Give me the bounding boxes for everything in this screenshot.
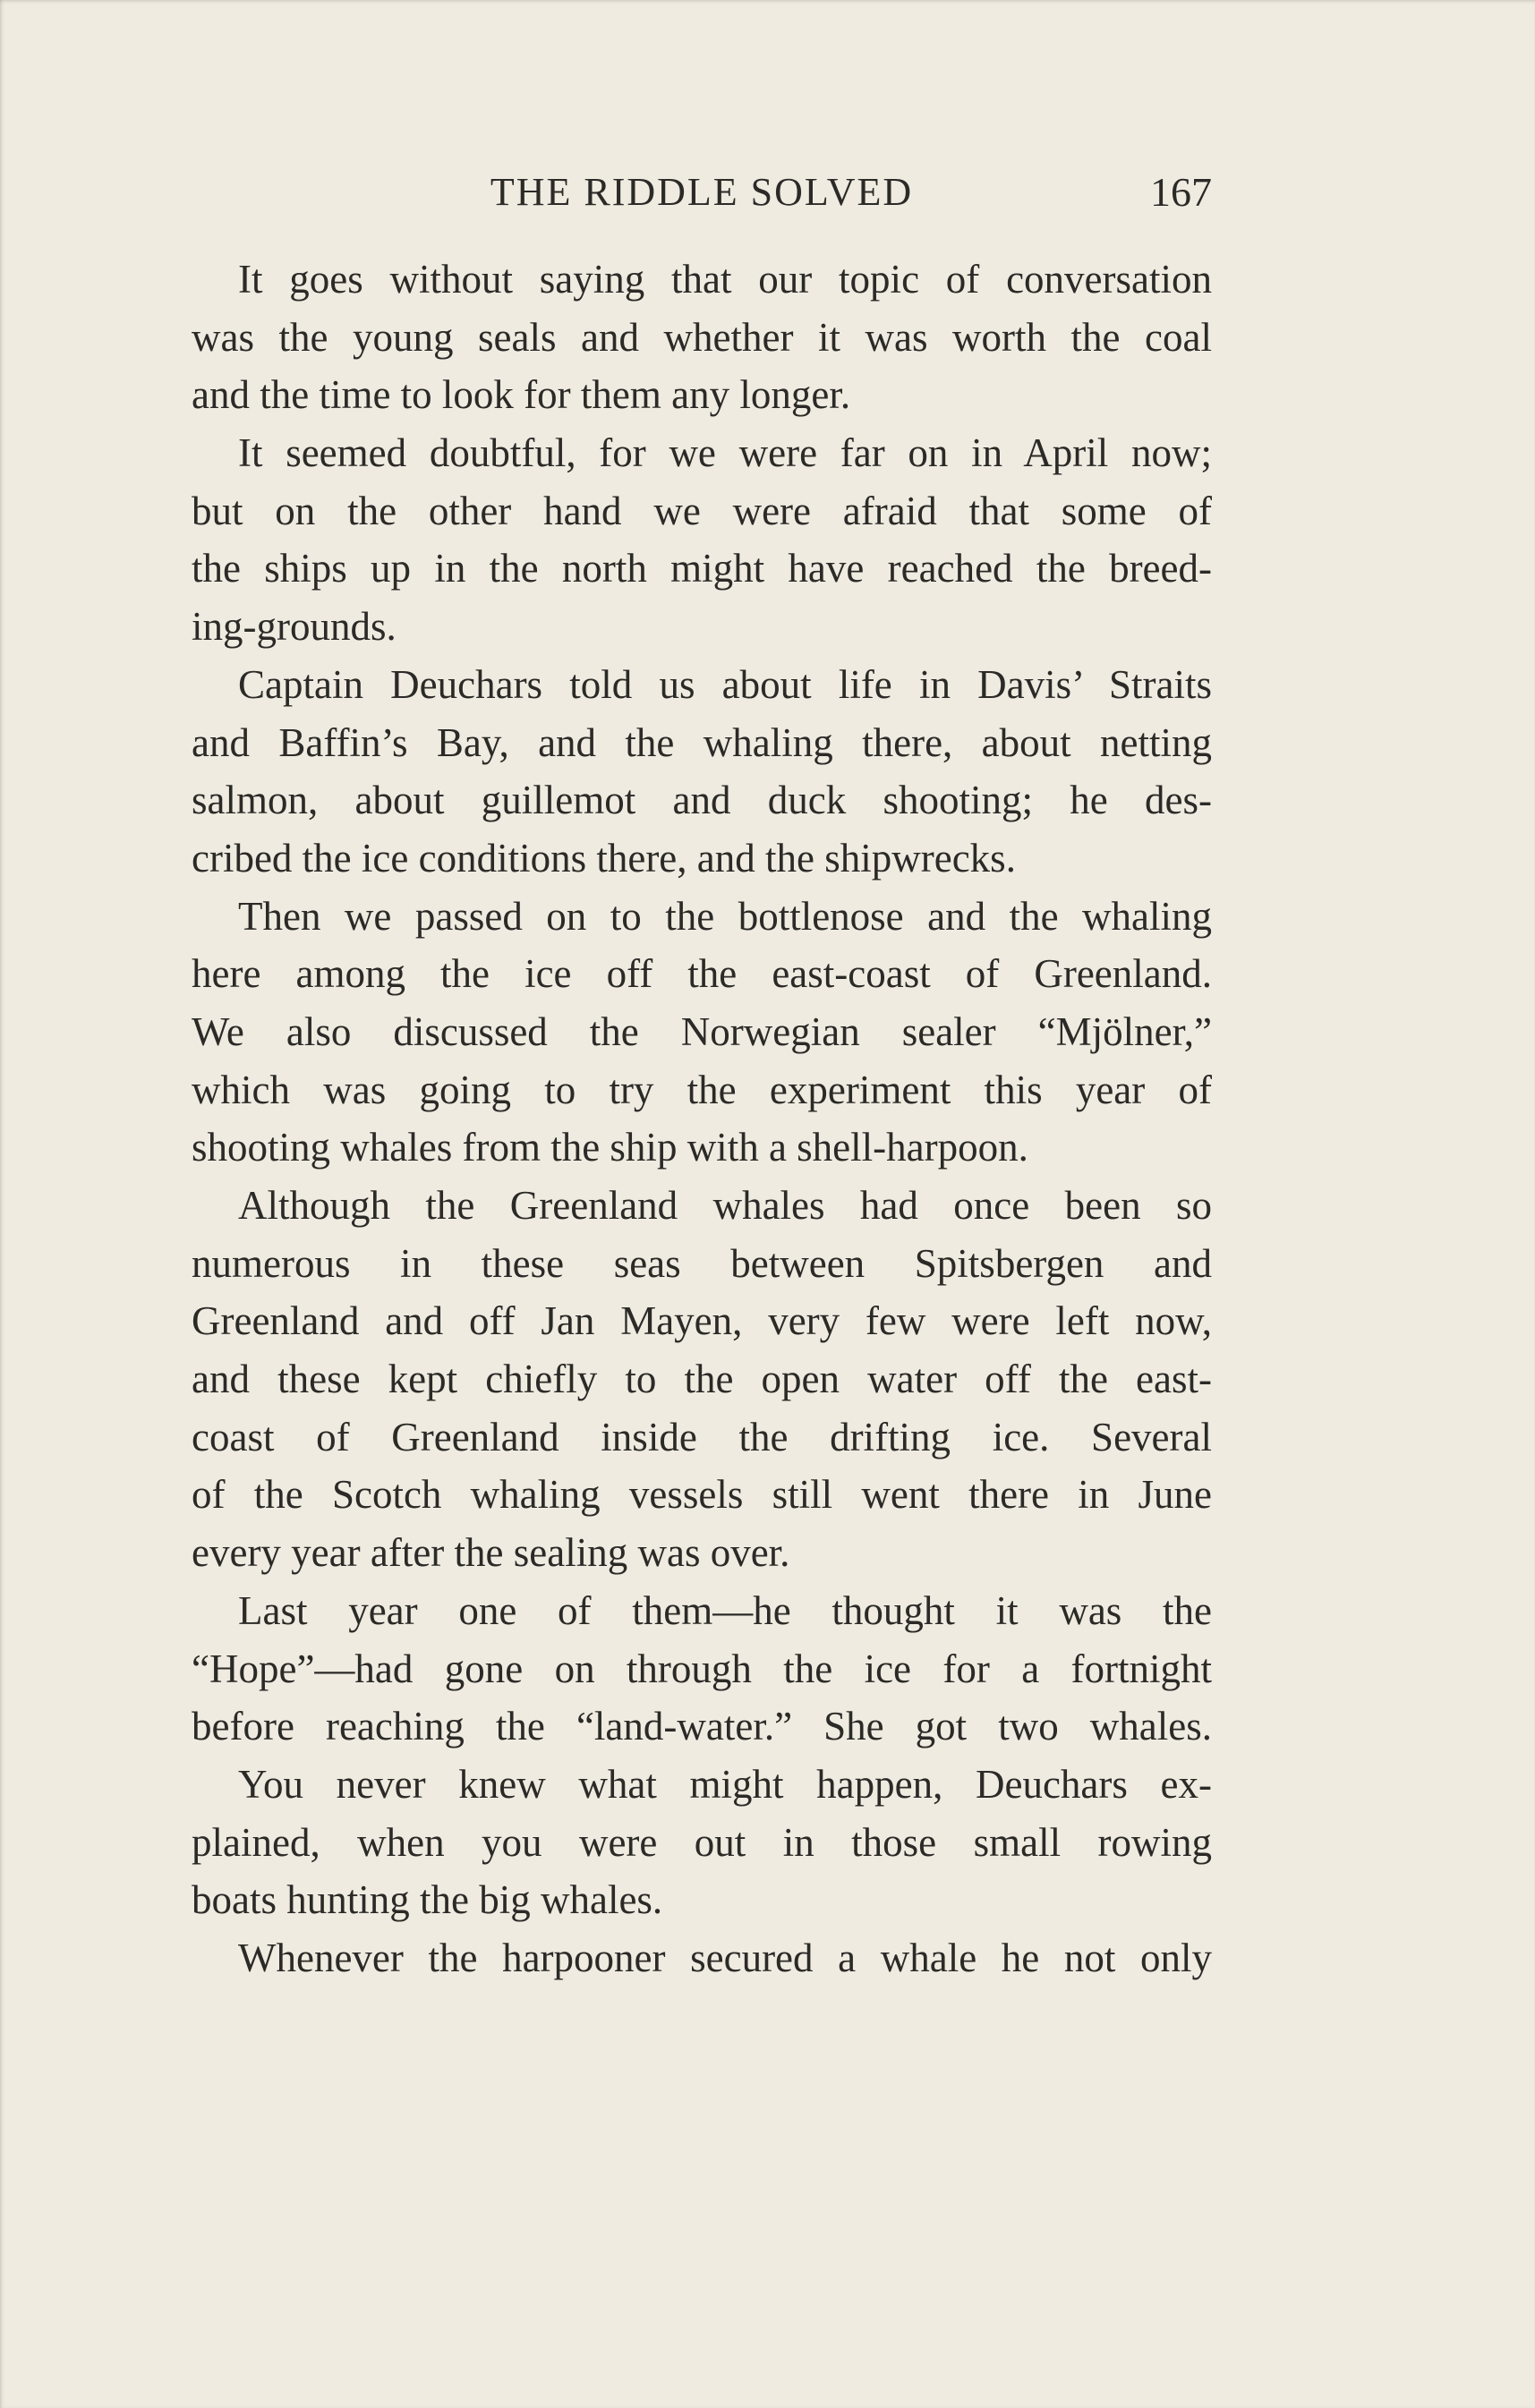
text-line: the ships up in the north might have reached the breed- (192, 546, 1212, 591)
text-line: and these kept chiefly to the open water off the east- (192, 1357, 1212, 1402)
page-number: 167 (1150, 169, 1212, 215)
text-line: Then we passed on to the bottlenose and the whaling (238, 893, 1212, 939)
text-line: shooting whales from the ship with a shell-harpoon. (192, 1125, 1028, 1170)
text-line: “Hope”—had gone on through the ice for a fortnight (192, 1646, 1212, 1691)
text-line: It goes without saying that our topic of conversation (238, 257, 1212, 302)
running-head (192, 166, 1212, 219)
text-line: ing-grounds. (192, 604, 397, 650)
text-line: Captain Deuchars told us about life in Davis’ Straits (238, 661, 1212, 707)
text-line: cribed the ice conditions there, and the shipwrecks. (192, 835, 1016, 881)
text-line: We also discussed the Norwegian sealer “Mjölner,” (192, 1008, 1212, 1054)
text-line: Last year one of them—he thought it was the (238, 1587, 1212, 1633)
text-line: and the time to look for them any longer. (192, 372, 851, 418)
text-line: and Baffin’s Bay, and the whaling there, about netting (192, 719, 1212, 765)
text-line: coast of Greenland inside the drifting ice. Several (192, 1414, 1212, 1459)
text-line: It seemed doubtful, for we were far on in April now; (238, 430, 1212, 476)
text-line: Whenever the harpooner secured a whale he not only (238, 1935, 1212, 1980)
text-line: You never knew what might happen, Deuchars ex- (238, 1761, 1212, 1807)
text-line: but on the other hand we were afraid that some of (192, 488, 1212, 533)
text-line: here among the ice off the east-coast of Greenland. (192, 951, 1212, 997)
text-line: plained, when you were out in those small rowing (192, 1819, 1212, 1865)
text-line: Greenland and off Jan Mayen, very few were left now, (192, 1298, 1212, 1344)
text-line: of the Scotch whaling vessels still went there in June (192, 1472, 1212, 1518)
text-line: boats hunting the big whales. (192, 1877, 663, 1923)
text-line: was the young seals and whether it was worth the coal (192, 314, 1212, 360)
running-title: THE RIDDLE SOLVED (490, 170, 914, 214)
body-text (192, 251, 1212, 1987)
text-line: before reaching the “land-water.” She got two whales. (192, 1704, 1212, 1749)
text-line: numerous in these seas between Spitsbergen and (192, 1240, 1212, 1286)
text-line: Although the Greenland whales had once been so (238, 1183, 1212, 1228)
text-line: every year after the sealing was over. (192, 1530, 790, 1576)
text-line: salmon, about guillemot and duck shooting; he des- (192, 778, 1212, 823)
text-line: which was going to try the experiment this year of (192, 1067, 1212, 1112)
